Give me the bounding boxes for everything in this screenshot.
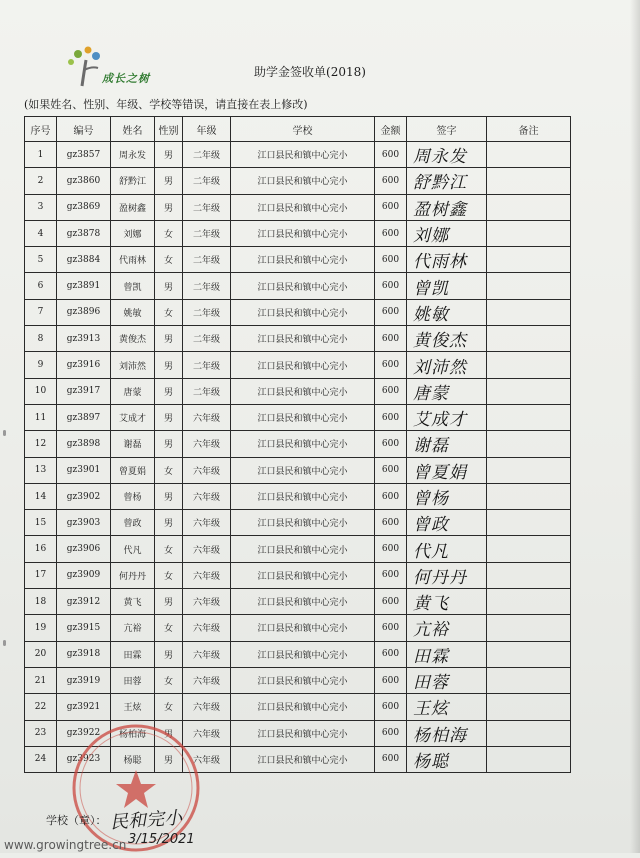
table-row [25, 168, 571, 194]
table-row [25, 326, 571, 352]
table-row [25, 194, 571, 220]
cell-remark [487, 667, 571, 693]
cell-school: 江口县民和镇中心完小 [231, 378, 375, 404]
cell-code: gz3916 [57, 352, 111, 378]
cell-sex: 男 [155, 352, 183, 378]
cell-name: 盈树鑫 [111, 194, 155, 220]
cell-no: 3 [25, 194, 57, 220]
cell-no: 13 [25, 457, 57, 483]
cell-signature: 曾凯 [407, 273, 487, 299]
cell-code: gz3909 [57, 562, 111, 588]
cell-grade: 六年级 [183, 667, 231, 693]
cell-name: 王炫 [111, 694, 155, 720]
table-row [25, 589, 571, 615]
cell-amount: 600 [375, 247, 407, 273]
cell-amount: 600 [375, 536, 407, 562]
cell-no: 24 [25, 746, 57, 772]
cell-code: gz3906 [57, 536, 111, 562]
cell-school: 江口县民和镇中心完小 [231, 326, 375, 352]
page-edge-shadow [630, 0, 640, 853]
cell-remark [487, 510, 571, 536]
cell-signature: 何丹丹 [407, 562, 487, 588]
table-row [25, 562, 571, 588]
cell-sex: 男 [155, 746, 183, 772]
cell-code: gz3922 [57, 720, 111, 746]
cell-no: 15 [25, 510, 57, 536]
cell-amount: 600 [375, 641, 407, 667]
cell-school: 江口县民和镇中心完小 [231, 299, 375, 325]
cell-sex: 男 [155, 404, 183, 430]
cell-signature: 周永发 [407, 142, 487, 168]
cell-school: 江口县民和镇中心完小 [231, 352, 375, 378]
cell-name: 何丹丹 [111, 562, 155, 588]
cell-signature: 姚敏 [407, 299, 487, 325]
cell-grade: 六年级 [183, 746, 231, 772]
cell-school: 江口县民和镇中心完小 [231, 720, 375, 746]
cell-amount: 600 [375, 746, 407, 772]
cell-name: 黄俊杰 [111, 326, 155, 352]
cell-grade: 二年级 [183, 326, 231, 352]
cell-school: 江口县民和镇中心完小 [231, 194, 375, 220]
cell-grade: 二年级 [183, 247, 231, 273]
cell-sex: 女 [155, 536, 183, 562]
cell-grade: 二年级 [183, 194, 231, 220]
header-school: 学校 [231, 117, 375, 142]
cell-amount: 600 [375, 404, 407, 430]
cell-grade: 六年级 [183, 457, 231, 483]
cell-name: 艾成才 [111, 404, 155, 430]
cell-no: 5 [25, 247, 57, 273]
cell-grade: 二年级 [183, 142, 231, 168]
cell-remark [487, 720, 571, 746]
cell-name: 杨聪 [111, 746, 155, 772]
cell-school: 江口县民和镇中心完小 [231, 667, 375, 693]
cell-remark [487, 457, 571, 483]
cell-name: 谢磊 [111, 431, 155, 457]
cell-remark [487, 247, 571, 273]
cell-sex: 男 [155, 483, 183, 509]
cell-sex: 女 [155, 694, 183, 720]
cell-name: 田霖 [111, 641, 155, 667]
header-name: 姓名 [111, 117, 155, 142]
cell-remark [487, 483, 571, 509]
cell-grade: 六年级 [183, 641, 231, 667]
cell-name: 刘娜 [111, 220, 155, 246]
table-row [25, 142, 571, 168]
watermark-url: www.growingtree.cn [4, 838, 127, 852]
cell-sex: 女 [155, 299, 183, 325]
cell-remark [487, 562, 571, 588]
cell-remark [487, 326, 571, 352]
cell-grade: 二年级 [183, 168, 231, 194]
cell-grade: 六年级 [183, 483, 231, 509]
cell-signature: 亢裕 [407, 615, 487, 641]
cell-name: 舒黔江 [111, 168, 155, 194]
cell-grade: 六年级 [183, 615, 231, 641]
cell-no: 14 [25, 483, 57, 509]
cell-signature: 曾政 [407, 510, 487, 536]
cell-amount: 600 [375, 615, 407, 641]
school-stamp-label: 学校（章）： [46, 814, 107, 827]
table-row [25, 457, 571, 483]
cell-remark [487, 641, 571, 667]
cell-no: 9 [25, 352, 57, 378]
signature-date: 3/15/2021 [128, 832, 195, 847]
cell-signature: 杨柏海 [407, 720, 487, 746]
cell-amount: 600 [375, 667, 407, 693]
cell-code: gz3869 [57, 194, 111, 220]
cell-code: gz3903 [57, 510, 111, 536]
cell-amount: 600 [375, 378, 407, 404]
cell-grade: 六年级 [183, 720, 231, 746]
cell-no: 8 [25, 326, 57, 352]
cell-amount: 600 [375, 720, 407, 746]
cell-name: 曾政 [111, 510, 155, 536]
cell-school: 江口县民和镇中心完小 [231, 273, 375, 299]
cell-remark [487, 694, 571, 720]
cell-signature: 代雨林 [407, 247, 487, 273]
cell-remark [487, 168, 571, 194]
cell-amount: 600 [375, 510, 407, 536]
cell-signature: 王炫 [407, 694, 487, 720]
cell-school: 江口县民和镇中心完小 [231, 483, 375, 509]
cell-school: 江口县民和镇中心完小 [231, 589, 375, 615]
cell-school: 江口县民和镇中心完小 [231, 168, 375, 194]
cell-name: 曾凯 [111, 273, 155, 299]
cell-code: gz3860 [57, 168, 111, 194]
cell-amount: 600 [375, 168, 407, 194]
cell-sex: 女 [155, 667, 183, 693]
cell-sex: 女 [155, 247, 183, 273]
header-code: 编号 [57, 117, 111, 142]
cell-signature: 刘沛然 [407, 352, 487, 378]
table-row [25, 220, 571, 246]
table-row [25, 273, 571, 299]
cell-grade: 二年级 [183, 299, 231, 325]
cell-remark [487, 299, 571, 325]
receipt-table [24, 116, 571, 773]
punch-hole [3, 640, 6, 646]
cell-no: 11 [25, 404, 57, 430]
cell-amount: 600 [375, 220, 407, 246]
cell-signature: 黄俊杰 [407, 326, 487, 352]
cell-remark [487, 352, 571, 378]
cell-code: gz3896 [57, 299, 111, 325]
cell-name: 代雨林 [111, 247, 155, 273]
cell-school: 江口县民和镇中心完小 [231, 536, 375, 562]
cell-sex: 女 [155, 615, 183, 641]
cell-school: 江口县民和镇中心完小 [231, 562, 375, 588]
cell-no: 6 [25, 273, 57, 299]
cell-grade: 六年级 [183, 589, 231, 615]
cell-name: 刘沛然 [111, 352, 155, 378]
table-row [25, 536, 571, 562]
cell-name: 曾杨 [111, 483, 155, 509]
cell-code: gz3901 [57, 457, 111, 483]
cell-amount: 600 [375, 483, 407, 509]
cell-name: 唐蒙 [111, 378, 155, 404]
cell-no: 19 [25, 615, 57, 641]
table-row [25, 483, 571, 509]
table-row [25, 615, 571, 641]
cell-remark [487, 431, 571, 457]
cell-school: 江口县民和镇中心完小 [231, 746, 375, 772]
header-sex: 性别 [155, 117, 183, 142]
cell-sex: 男 [155, 326, 183, 352]
cell-code: gz3921 [57, 694, 111, 720]
cell-sex: 男 [155, 641, 183, 667]
cell-name: 周永发 [111, 142, 155, 168]
cell-grade: 二年级 [183, 378, 231, 404]
cell-no: 18 [25, 589, 57, 615]
cell-no: 2 [25, 168, 57, 194]
table-row [25, 667, 571, 693]
table-row [25, 431, 571, 457]
logo-text: 成长之树 [102, 72, 150, 85]
cell-school: 江口县民和镇中心完小 [231, 694, 375, 720]
cell-remark [487, 536, 571, 562]
punch-hole [3, 430, 6, 436]
cell-sex: 男 [155, 431, 183, 457]
cell-no: 12 [25, 431, 57, 457]
cell-signature: 杨聪 [407, 746, 487, 772]
cell-code: gz3913 [57, 326, 111, 352]
cell-amount: 600 [375, 694, 407, 720]
table-row [25, 641, 571, 667]
cell-sex: 女 [155, 562, 183, 588]
cell-signature: 刘娜 [407, 220, 487, 246]
cell-grade: 六年级 [183, 694, 231, 720]
table-row [25, 510, 571, 536]
table-row [25, 378, 571, 404]
cell-code: gz3898 [57, 431, 111, 457]
cell-grade: 二年级 [183, 220, 231, 246]
table-row [25, 694, 571, 720]
cell-code: gz3915 [57, 615, 111, 641]
cell-grade: 六年级 [183, 431, 231, 457]
cell-remark [487, 589, 571, 615]
cell-name: 代凡 [111, 536, 155, 562]
cell-school: 江口县民和镇中心完小 [231, 457, 375, 483]
cell-code: gz3918 [57, 641, 111, 667]
cell-code: gz3897 [57, 404, 111, 430]
cell-sex: 男 [155, 589, 183, 615]
cell-school: 江口县民和镇中心完小 [231, 510, 375, 536]
cell-school: 江口县民和镇中心完小 [231, 431, 375, 457]
cell-no: 7 [25, 299, 57, 325]
cell-grade: 六年级 [183, 404, 231, 430]
table-row [25, 299, 571, 325]
cell-name: 姚敏 [111, 299, 155, 325]
cell-remark [487, 273, 571, 299]
cell-school: 江口县民和镇中心完小 [231, 220, 375, 246]
instruction-note: (如果姓名、性别、年级、学校等错误，请直接在表上修改) [24, 98, 308, 111]
cell-remark [487, 746, 571, 772]
table-row [25, 247, 571, 273]
cell-sex: 男 [155, 168, 183, 194]
cell-no: 16 [25, 536, 57, 562]
cell-amount: 600 [375, 142, 407, 168]
cell-no: 23 [25, 720, 57, 746]
table-row [25, 404, 571, 430]
header-signature: 签字 [407, 117, 487, 142]
cell-signature: 唐蒙 [407, 378, 487, 404]
cell-amount: 600 [375, 457, 407, 483]
cell-signature: 代凡 [407, 536, 487, 562]
cell-amount: 600 [375, 352, 407, 378]
cell-school: 江口县民和镇中心完小 [231, 641, 375, 667]
cell-amount: 600 [375, 431, 407, 457]
cell-signature: 艾成才 [407, 404, 487, 430]
page-title: 助学金签收单(2018) [254, 65, 366, 79]
cell-name: 曾夏娟 [111, 457, 155, 483]
cell-school: 江口县民和镇中心完小 [231, 404, 375, 430]
cell-grade: 六年级 [183, 562, 231, 588]
cell-signature: 田霖 [407, 641, 487, 667]
cell-school: 江口县民和镇中心完小 [231, 247, 375, 273]
cell-amount: 600 [375, 589, 407, 615]
cell-name: 杨柏海 [111, 720, 155, 746]
cell-name: 田蓉 [111, 667, 155, 693]
cell-amount: 600 [375, 273, 407, 299]
cell-amount: 600 [375, 562, 407, 588]
cell-remark [487, 404, 571, 430]
cell-sex: 男 [155, 142, 183, 168]
table-header-row [25, 117, 571, 142]
cell-grade: 二年级 [183, 352, 231, 378]
cell-sex: 男 [155, 194, 183, 220]
header-remark: 备注 [487, 117, 571, 142]
cell-signature: 盈树鑫 [407, 194, 487, 220]
cell-code: gz3919 [57, 667, 111, 693]
cell-remark [487, 194, 571, 220]
cell-sex: 男 [155, 720, 183, 746]
cell-remark [487, 142, 571, 168]
cell-amount: 600 [375, 194, 407, 220]
cell-code: gz3891 [57, 273, 111, 299]
cell-signature: 曾夏娟 [407, 457, 487, 483]
cell-code: gz3923 [57, 746, 111, 772]
cell-grade: 二年级 [183, 273, 231, 299]
cell-no: 20 [25, 641, 57, 667]
cell-sex: 女 [155, 457, 183, 483]
cell-name: 亢裕 [111, 615, 155, 641]
cell-amount: 600 [375, 299, 407, 325]
cell-grade: 六年级 [183, 536, 231, 562]
cell-no: 17 [25, 562, 57, 588]
cell-sex: 男 [155, 273, 183, 299]
cell-no: 1 [25, 142, 57, 168]
cell-code: gz3912 [57, 589, 111, 615]
cell-signature: 舒黔江 [407, 168, 487, 194]
cell-grade: 六年级 [183, 510, 231, 536]
cell-code: gz3857 [57, 142, 111, 168]
cell-code: gz3884 [57, 247, 111, 273]
cell-no: 21 [25, 667, 57, 693]
cell-no: 4 [25, 220, 57, 246]
cell-no: 22 [25, 694, 57, 720]
cell-sex: 男 [155, 378, 183, 404]
cell-sex: 女 [155, 220, 183, 246]
cell-school: 江口县民和镇中心完小 [231, 615, 375, 641]
cell-code: gz3878 [57, 220, 111, 246]
header-grade: 年级 [183, 117, 231, 142]
cell-signature: 谢磊 [407, 431, 487, 457]
cell-signature: 黄飞 [407, 589, 487, 615]
cell-school: 江口县民和镇中心完小 [231, 142, 375, 168]
school-signature: 民和完小 [109, 807, 183, 834]
cell-code: gz3917 [57, 378, 111, 404]
cell-signature: 曾杨 [407, 483, 487, 509]
cell-amount: 600 [375, 326, 407, 352]
cell-sex: 男 [155, 510, 183, 536]
cell-remark [487, 615, 571, 641]
cell-no: 10 [25, 378, 57, 404]
cell-code: gz3902 [57, 483, 111, 509]
cell-remark [487, 378, 571, 404]
cell-remark [487, 220, 571, 246]
cell-name: 黄飞 [111, 589, 155, 615]
header-amount: 金额 [375, 117, 407, 142]
table-row [25, 352, 571, 378]
header-no: 序号 [25, 117, 57, 142]
cell-signature: 田蓉 [407, 667, 487, 693]
